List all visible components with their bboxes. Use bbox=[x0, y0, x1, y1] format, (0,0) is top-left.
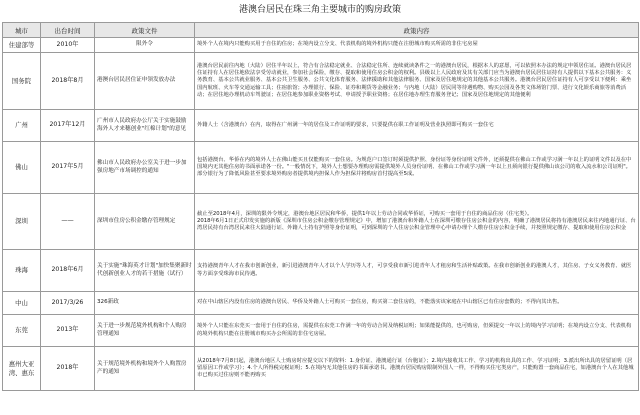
row-date: 2010年 bbox=[41, 38, 95, 53]
column-header-city: 城市 bbox=[3, 23, 41, 38]
row-policy: 佛山市人民政府办公室关于进一步加强房地产市场调控的通知 bbox=[95, 142, 195, 194]
row-date: 2017年5月 bbox=[41, 142, 95, 194]
table-row bbox=[3, 194, 639, 250]
row-city: 东莞 bbox=[3, 315, 41, 347]
table-row bbox=[3, 250, 639, 292]
policy-table bbox=[2, 22, 639, 391]
table-row bbox=[3, 53, 639, 110]
row-policy: 广州市人民政府办公厅关于实施鼓励海外人才来穗创业"红棉计划"的意见 bbox=[95, 110, 195, 142]
table-header-row bbox=[3, 23, 639, 38]
row-policy: 深圳市住房公积金缴存管理规定 bbox=[95, 194, 195, 250]
row-city: 住建部等 bbox=[3, 38, 41, 53]
row-content: 外籍人士（含港澳台）在内，取得在广州满一年的居住及工作证明的要求，只要提供在职工作证明及营业执照即可购买一套住宅 bbox=[195, 110, 639, 142]
row-date: 2018年 bbox=[41, 347, 95, 391]
row-content: 包括港澳台、华侨在内的境外人士在佛山能买且仅能购买一套住房。为规范户口签订时须提供护照、身份证等身份证明文件外，还须提供在佛山工作或学习满一年以上的证明文件以及在中国境内无其他住房的书面承诺各一份。"一般情况下，境外人士想要办理购房需提供境外人员身份证明、在佛山工作或学习满一年以上且须向银行提供佛山该公司的收入流水和公司证明"。部分银行为了降低风险甚至要求境外购房者提供境内担保人作为担保并将购房首付提高至5成。 bbox=[195, 142, 639, 194]
row-date: 2018年6月 bbox=[41, 250, 95, 292]
row-city: 深圳 bbox=[3, 194, 41, 250]
row-policy: 关于进一步规范境外机构和个人购房管理通知 bbox=[95, 315, 195, 347]
column-header-content: 政策内容 bbox=[195, 23, 639, 38]
column-header-policy: 政策文件 bbox=[95, 23, 195, 38]
table-row bbox=[3, 347, 639, 391]
row-content: 港澳台居民前往内地（大陆）居住半年以上，符合有合法稳定就业、合法稳定住所、连续就读条件之一的港澳台居民，根据本人的意愿，可以依照本办法的规定申领居住证。港澳台居民居住证持有人在居住地依法享受劳动就业，参加社会保险，缴存、提取和使用住房公积金的权利。县级以上人民政府及其有关部门应当为港澳台居民居住证持有人提供以下基本公共服务：义务教育、基本公共就业服务、基本公共卫生服务、公共文化体育服务、法律援助和其他法律服务、国家及居住地规定的其他基本公共服务。港澳台居民居住证持有人可享受以下便利：乘坐国内航班、火车等交通运输工具；住宿旅馆；办理银行、保险、证券和期货等金融业务；与内地（大陆）居民同等待遇购物、购买公园及各类文体场馆门票、进行文化娱乐商旅等消费活动；在居住地办理机动车驾驶证；在居住地参加职业资格考试、申请授予职业资格；在居住地办理生育服务登记；国家及居住地规定的其他便利 bbox=[195, 53, 639, 110]
row-city: 国务院 bbox=[3, 53, 41, 110]
row-policy: 关于规范境外机构和境外个人购置房产的通知 bbox=[95, 347, 195, 391]
row-date: 2018年8月 bbox=[41, 53, 95, 110]
table-row bbox=[3, 142, 639, 194]
table-row bbox=[3, 110, 639, 142]
row-city: 中山 bbox=[3, 292, 41, 315]
row-policy: 326新政 bbox=[95, 292, 195, 315]
row-content: 境外个人在境内只能购买用于自住的住房；在境内设立分支、代表机构的境外机构只能在注册城市购买所需的非住宅房屋 bbox=[195, 38, 639, 53]
row-date: 2017年12月 bbox=[41, 110, 95, 142]
row-policy: 港澳台居民居住证申领发放办法 bbox=[95, 53, 195, 110]
row-policy: 限外令 bbox=[95, 38, 195, 53]
row-city: 佛山 bbox=[3, 142, 41, 194]
row-date: 2017/3/26 bbox=[41, 292, 95, 315]
row-date: —— bbox=[41, 194, 95, 250]
row-content: 对在中山辖区内没有住房的港澳台居民、华侨及外籍人士可购买一套住房，购买第二套住房的，不能落实该家庭在中山辖区已有住房套数的；不得向其出售。 bbox=[195, 292, 639, 315]
row-policy: 关于实施"珠海英才计划"加快集聚新时代创新创业人才的若干措施（试行） bbox=[95, 250, 195, 292]
page-title: 港澳台居民在珠三角主要城市的购房政策 bbox=[238, 5, 401, 15]
row-date: 2013年 bbox=[41, 315, 95, 347]
row-content: 从2018年7月8日起，港澳台地区人士购房时应提交以下的资料：1.身份证、港澳通行证（台胞证）；2.境内接收其工作、学习的机构出具的工作、学习证明；3.派出所出具的居留证明（居留原因工作或学习）；4.个人所得税完税证明；5.在境内无其他住房的书面承诺书。港澳台居民购房限制外国人一样，不得购买住宅类房产，只能购置一套商品住宅，如港澳台个人在其他城市已购买过住房则不能再购买 bbox=[195, 347, 639, 391]
row-content: 支持港澳青年人才在我市创新创业，新引进港澳青年人才以个人学历等人才，可享受我市新引进青年人才租房和生活补贴政策。在我市创新创业的港澳人才，其住房、子女义务教育、就医等方面享受珠海市民待遇。 bbox=[195, 250, 639, 292]
table-row bbox=[3, 38, 639, 53]
row-content: 境外个人只能在东莞买一套用于自住的住房，需提供在东莞工作满一年的劳动合同及纳税证明；如果能提供的，也可购房，但须提交一年以上的境内学习证明；在境内设立分支、代表机构的境外机构只能在注册城市购买办公所需的非住宅房屋。 bbox=[195, 315, 639, 347]
row-city: 惠州大亚湾、惠东 bbox=[3, 347, 41, 391]
row-city: 广州 bbox=[3, 110, 41, 142]
column-header-date: 出台时间 bbox=[41, 23, 95, 38]
row-content: 截止至2018年4月，深圳的限外令规定，港澳台地区居民和华侨，提供1年以上劳动合同或华侨证，可购买一套用于自住的商品住房（住宅类）。 2018年6月1日正式印发实施的新版《深圳市住房公积金缴存管理规定》中，增加了港澳台和外籍人士在深圳可缴存住房公积金的内容，明确了港澳居民将持有港澳居民来往内地通行证、台湾居民持有台湾居民来往大陆通行证、外籍人士持有护照等身份证明，可到深圳的个人住房公积金管理中心申请办理个人缴存住房公积金手续，并按照规定缴存、提取和使用住房公积金 bbox=[195, 194, 639, 250]
row-city: 珠海 bbox=[3, 250, 41, 292]
table-row bbox=[3, 315, 639, 347]
table-row bbox=[3, 292, 639, 315]
